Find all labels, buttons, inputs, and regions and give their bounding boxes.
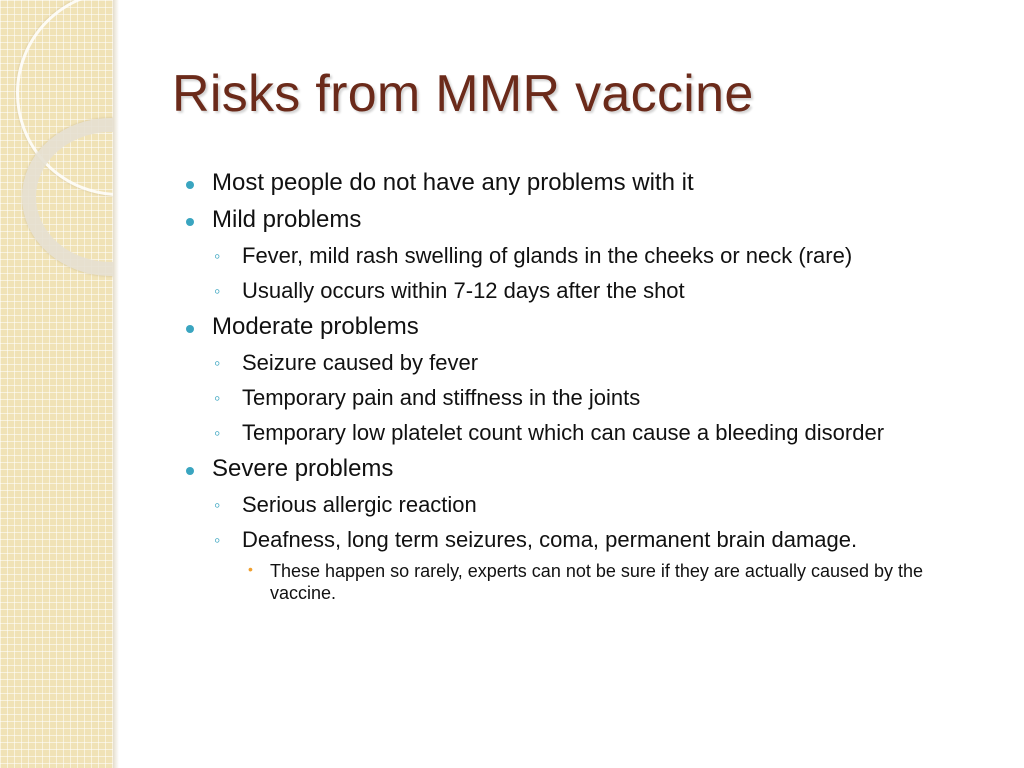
bullet-no-problems: Most people do not have any problems with it (184, 169, 984, 197)
bullet-moderate-problems: Moderate problems (184, 313, 984, 341)
sub-bullet-deafness: ◦ Deafness, long term seizures, coma, permanent brain damage. (184, 527, 984, 553)
sub-bullet-joint-pain: ◦ Temporary pain and stiffness in the joints (184, 385, 984, 411)
sub-bullet-platelet: ◦ Temporary low platelet count which can cause a bleeding disorder (184, 420, 984, 446)
slide-title: Risks from MMR vaccine (172, 65, 754, 123)
sub-sub-bullet-rarity: • These happen so rarely, experts can not be sure if they are actually caused by the vaccine. (184, 560, 984, 604)
slide-content (184, 160, 984, 604)
sub-bullet-seizure: ◦ Seizure caused by fever (184, 350, 984, 376)
bullet-mild-problems: Mild problems (184, 206, 984, 234)
bullet-severe-problems: Severe problems (184, 455, 984, 483)
sub-bullet-allergic: ◦ Serious allergic reaction (184, 492, 984, 518)
sub-bullet-fever-rash: ◦ Fever, mild rash swelling of glands in the cheeks or neck (rare) (184, 243, 984, 269)
side-band-shadow (113, 0, 119, 768)
bullet-list (184, 169, 984, 604)
sub-bullet-timing: ◦ Usually occurs within 7-12 days after the shot (184, 278, 984, 304)
decorative-side-band (0, 0, 113, 768)
